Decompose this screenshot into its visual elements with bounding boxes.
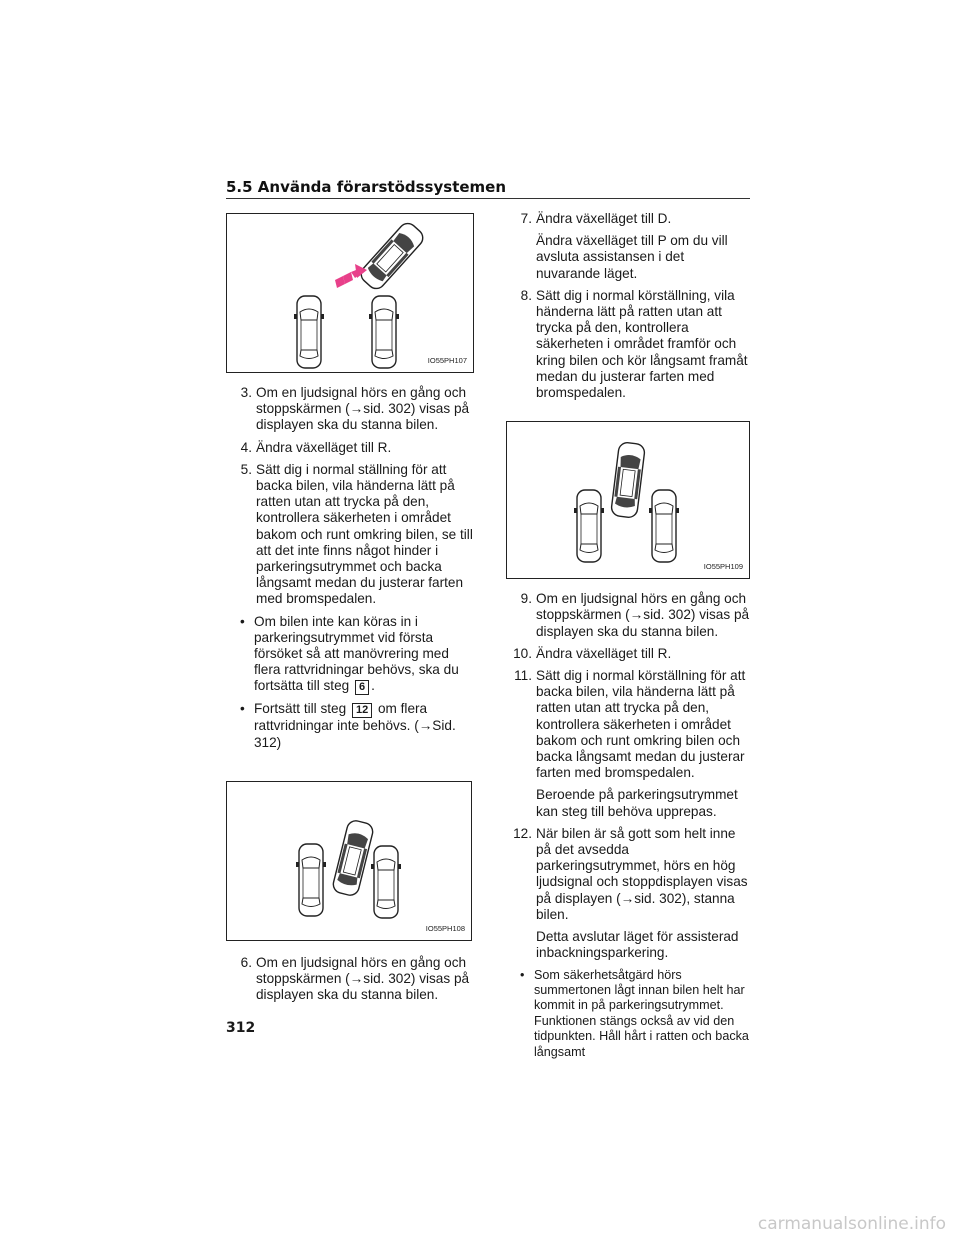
bullet-step-6: • Om bilen inte kan köras in i parkeringsutrymmet vid första försöket så att manövrering med flera rattvridningar behövs, ska du fortsätta till steg 6 . bbox=[240, 613, 459, 694]
parking-illustration-2 bbox=[227, 782, 471, 940]
step-5: 5. Sätt dig i normal ställning för att backa bilen, vila händerna lätt på ratten utan att trycka på den, kontrollera säkerheten i området bakom och runt omkring bilen, se till att det inte finns något hinder i parkeringsutrymmet och backa långsamt medan du justerar farten med bromspedalen. bbox=[240, 461, 473, 607]
step-9: 9. Om en ljudsignal hörs en gång och stoppskärmen (→sid. 302) visas på displayen ska du stanna bilen. bbox=[520, 591, 750, 639]
step-6: 6. Om en ljudsignal hörs en gång och stoppskärmen (→sid. 302) visas på displayen ska du stanna bilen. bbox=[240, 954, 470, 1003]
parked-car-left bbox=[574, 490, 604, 562]
section-rule bbox=[226, 198, 750, 199]
own-car bbox=[358, 220, 427, 292]
parked-car-right bbox=[369, 296, 399, 368]
step-4: 4. Ändra växelläget till R. bbox=[240, 439, 392, 455]
page-number: 312 bbox=[226, 1020, 256, 1036]
step-ref-6: 6 bbox=[355, 680, 369, 695]
step-10: 10. Ändra växelläget till R. bbox=[513, 645, 672, 661]
step-3: 3. Om en ljudsignal hörs en gång och stoppskärmen (→sid. 302) visas på displayen ska du stanna bilen. bbox=[240, 385, 470, 433]
figure-code: IO55PH108 bbox=[425, 923, 465, 933]
section-header: 5.5 Använda förarstödssystemen bbox=[226, 178, 507, 196]
parked-car-right bbox=[371, 846, 401, 918]
bullet-step-12: • Fortsätt till steg 12 om flera rattvridningar inte behövs. (→Sid. 312) bbox=[240, 701, 456, 750]
parked-car-left bbox=[296, 844, 326, 916]
bullet-safety-note: • Som säkerhetsåtgärd hörs summertonen lågt innan bilen helt har kommit in på parkeringsutrymmet. Funktionen stängs också av vid den tidpunkten. Håll hårt i ratten och backa långsamt bbox=[520, 967, 749, 1059]
parked-car-left bbox=[294, 296, 324, 368]
parked-car-right bbox=[649, 490, 679, 562]
figure-3 bbox=[506, 421, 750, 579]
parking-illustration-3 bbox=[507, 422, 749, 578]
right-column bbox=[506, 211, 750, 1066]
left-column bbox=[226, 213, 474, 1009]
step-7: 7. Ändra växelläget till D. Ändra växelläget till P om du vill avsluta assistansen i det nuvarande läget. bbox=[520, 211, 728, 281]
step-ref-12: 12 bbox=[352, 703, 372, 718]
step-12: 12. När bilen är så gott som helt inne på det avsedda parkeringsutrymmet, hörs en hög ljudsignal och stoppdisplayen visas på displayen (→sid. 302), stanna bilen. Detta avslutar läget för assisterad inbackningsparkering. bbox=[513, 825, 748, 961]
own-car bbox=[611, 442, 646, 519]
watermark: carmanualsonline.info bbox=[757, 1214, 946, 1234]
own-car bbox=[331, 819, 374, 897]
step-8: 8. Sätt dig i normal körställning, vila händerna lätt på ratten utan att trycka på den, kontrollera säkerheten i området framför och kring bilen och kör långsamt framåt medan du justerar farten med bromspedalen. bbox=[520, 287, 748, 401]
step-11: 11. Sätt dig i normal körställning för att backa bilen, vila händerna lätt på ratten utan att trycka på den, kontrollera säkerheten i området bakom och runt omkring bilen och backa långsamt medan du justerar farten med bromspedalen. Beroende på parkeringsutrymmet kan steg till behöva upprepas. bbox=[514, 668, 746, 819]
parking-illustration-1 bbox=[227, 214, 473, 372]
figure-code: IO55PH107 bbox=[427, 355, 467, 365]
figure-code: IO55PH109 bbox=[703, 562, 743, 572]
figure-1 bbox=[226, 213, 474, 373]
figure-2 bbox=[226, 781, 472, 941]
